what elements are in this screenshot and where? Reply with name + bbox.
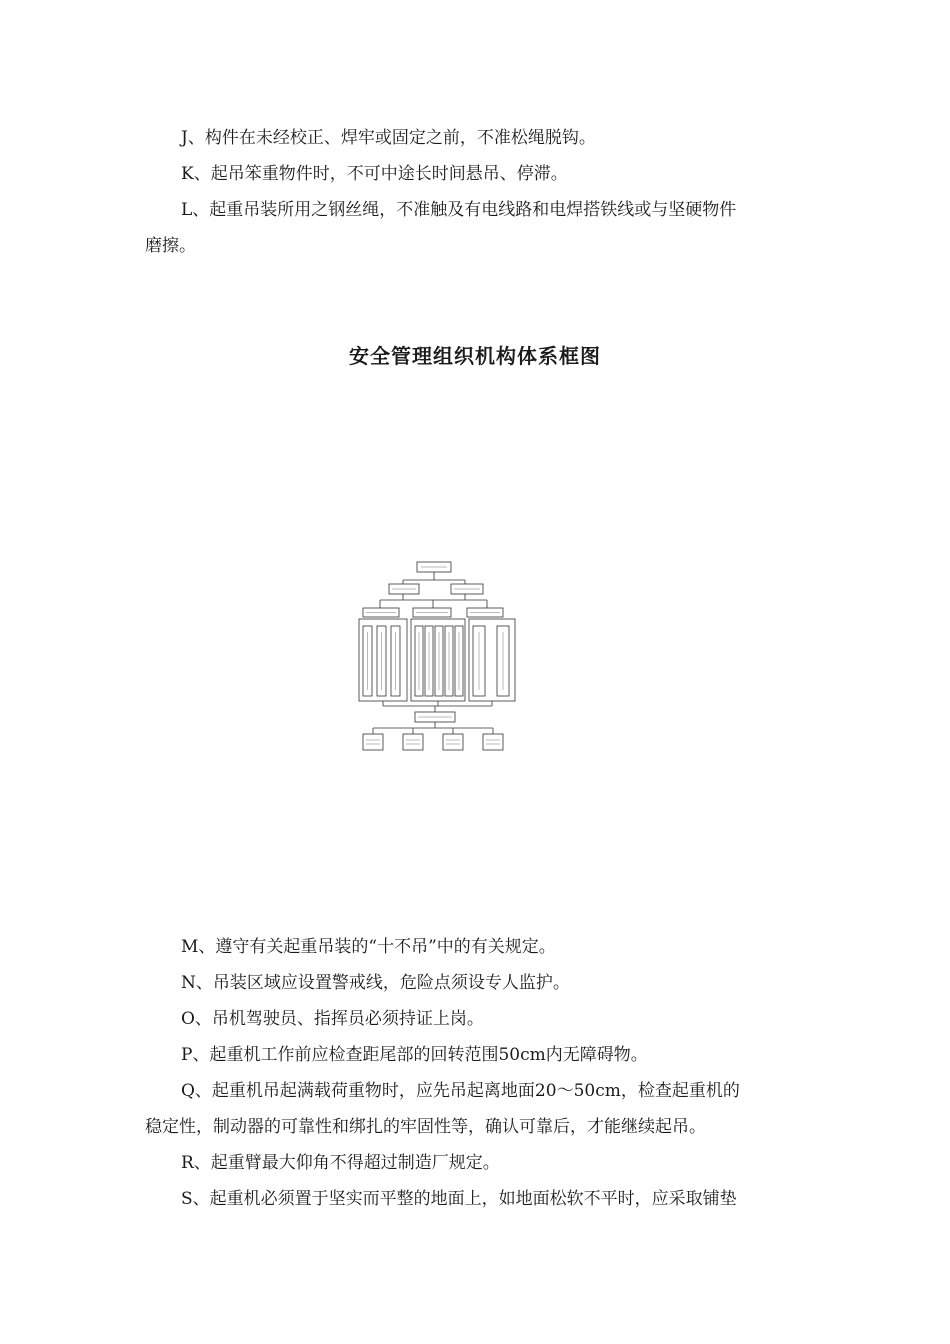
paragraph-r: R、起重臂最大仰角不得超过制造厂规定。 (181, 1153, 500, 1173)
paragraph-n: N、吊装区域应设置警戒线，危险点须设专人监护。 (181, 973, 570, 993)
paragraph-j: J、构件在未经校正、焊牢或固定之前，不准松绳脱钩。 (181, 128, 596, 148)
org-group-right (469, 619, 515, 701)
paragraph-p: P、起重机工作前应检查距尾部的回转范围50cm内无障碍物。 (181, 1045, 648, 1065)
org-node-leaf-1 (363, 734, 383, 750)
paragraph-q: Q、起重机吊起满载荷重物时，应先吊起离地面20～50cm，检查起重机的 (181, 1081, 740, 1101)
org-chart-diagram (355, 556, 525, 756)
org-node-leaf-3 (443, 734, 463, 750)
chart-title: 安全管理组织机构体系框图 (349, 344, 601, 368)
org-node-leaf-4 (483, 734, 503, 750)
paragraph-m: M、遵守有关起重吊装的“十不吊”中的有关规定。 (181, 937, 556, 957)
paragraph-k: K、起吊笨重物件时，不可中途长时间悬吊、停滞。 (181, 164, 568, 184)
org-chart-svg (355, 556, 525, 756)
org-node-leaf-2 (403, 734, 423, 750)
paragraph-l: L、起重吊装所用之钢丝绳，不准触及有电线路和电焊搭铁线或与坚硬物件 (181, 200, 737, 220)
paragraph-o: O、吊机驾驶员、指挥员必须持证上岗。 (181, 1009, 484, 1029)
paragraph-q-continued: 稳定性，制动器的可靠性和绑扎的牢固性等，确认可靠后，才能继续起吊。 (145, 1117, 706, 1137)
paragraph-l-continued: 磨擦。 (145, 236, 196, 256)
paragraph-s: S、起重机必须置于坚实而平整的地面上，如地面松软不平时，应采取铺垫 (181, 1189, 737, 1209)
